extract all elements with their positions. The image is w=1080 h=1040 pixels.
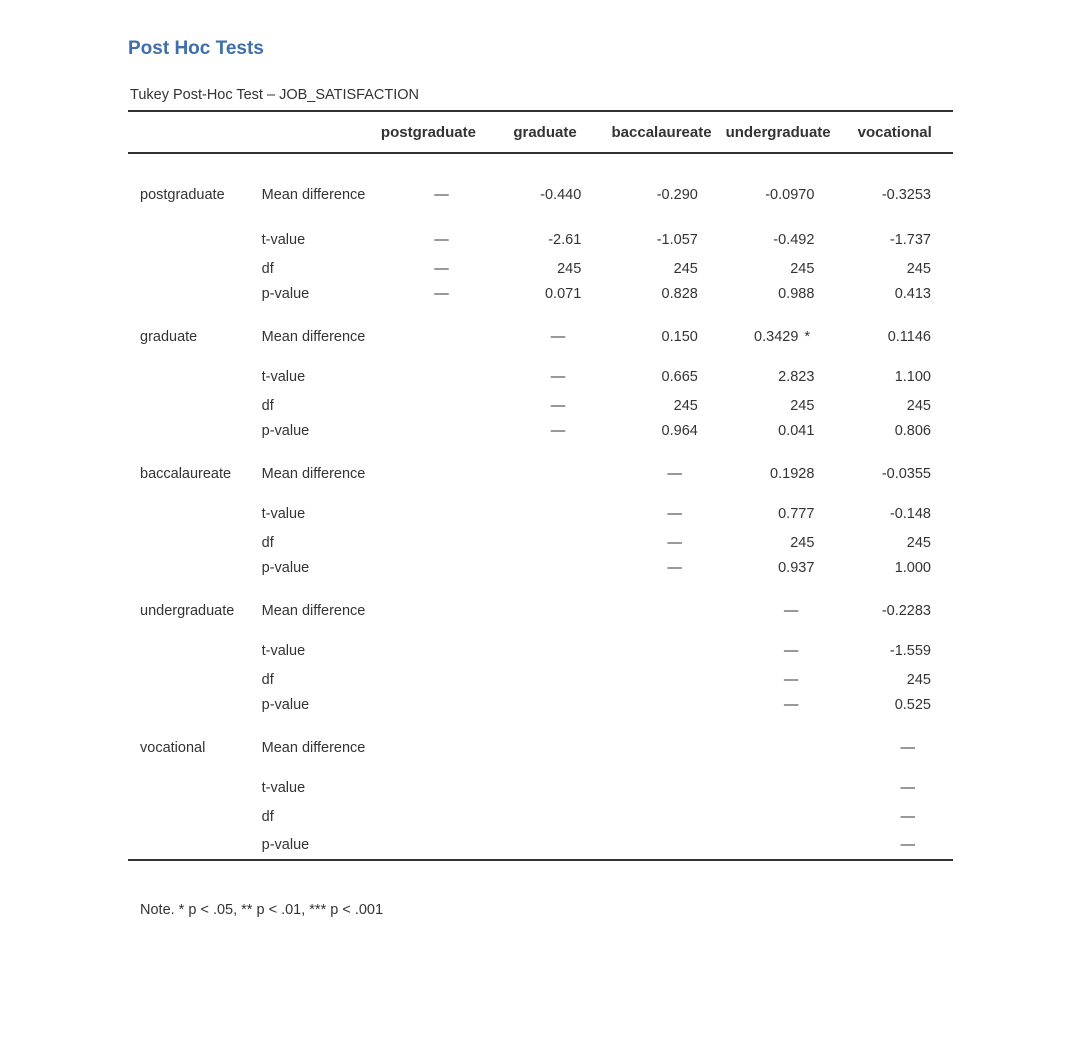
stat-label: p-value (261, 285, 310, 302)
value-cell (836, 586, 953, 636)
stat-label: Mean difference (261, 186, 366, 203)
table-row (128, 831, 953, 860)
stat-label: t-value (261, 231, 306, 248)
value-cell (720, 831, 837, 860)
row-group-label (128, 499, 262, 528)
value-text: -0.0355 (881, 466, 931, 482)
value-cell (487, 391, 604, 420)
value-cell (370, 528, 487, 557)
value-text: — (667, 534, 682, 551)
value-text: 245 (673, 260, 698, 277)
stat-label: t-value (261, 642, 306, 659)
value-cell (720, 665, 837, 694)
value-cell (370, 254, 487, 283)
header-empty (262, 111, 371, 153)
table-row (128, 665, 953, 694)
value-text: -0.290 (656, 186, 698, 203)
table-row (128, 802, 953, 831)
column-header: graduate (513, 123, 577, 141)
stat-label: t-value (261, 505, 306, 522)
value-text: -0.148 (889, 505, 931, 522)
value-cell (487, 283, 604, 312)
stat-label: df (261, 534, 274, 551)
value-cell (836, 557, 953, 586)
value-cell (836, 694, 953, 723)
value-cell (720, 636, 837, 665)
value-text: 0.988 (778, 285, 815, 302)
value-cell (720, 362, 837, 391)
value-text: 0.828 (661, 285, 698, 302)
table-row (128, 153, 953, 225)
row-group-label (128, 254, 262, 283)
value-text: 0.041 (778, 422, 815, 439)
value-cell (370, 723, 487, 773)
row-group-label (128, 831, 262, 860)
table-row (128, 694, 953, 723)
value-cell (487, 499, 604, 528)
value-cell (720, 802, 837, 831)
row-group-label (128, 362, 262, 391)
row-group-label (128, 420, 262, 449)
value-text: — (667, 466, 682, 482)
value-text: — (434, 260, 449, 277)
value-text: — (667, 559, 682, 576)
significance-marker: * (804, 329, 811, 345)
value-cell (603, 723, 720, 773)
value-cell (370, 420, 487, 449)
stat-label: Mean difference (261, 329, 366, 345)
table-body (128, 153, 953, 860)
value-cell (487, 420, 604, 449)
row-group-label (128, 694, 262, 723)
value-cell (836, 362, 953, 391)
value-cell (603, 665, 720, 694)
stat-label: df (261, 808, 274, 825)
value-cell (720, 449, 837, 499)
table-row (128, 557, 953, 586)
value-cell (603, 391, 720, 420)
row-group-label: baccalaureate (140, 466, 232, 482)
value-cell (836, 254, 953, 283)
row-group-label (128, 225, 262, 254)
value-text: — (900, 779, 915, 796)
posthoc-table (128, 110, 953, 861)
value-text: 1.100 (894, 368, 931, 385)
value-text: -0.3253 (881, 186, 931, 203)
value-cell (836, 636, 953, 665)
value-text: 0.1146 (887, 329, 931, 345)
page-title: Post Hoc Tests (128, 38, 264, 59)
value-cell (720, 773, 837, 802)
value-cell (370, 586, 487, 636)
value-cell (487, 225, 604, 254)
value-cell (720, 557, 837, 586)
value-text: — (550, 422, 566, 439)
value-text: 1.000 (894, 559, 931, 576)
value-text: — (900, 740, 915, 756)
value-cell (603, 254, 720, 283)
stat-label: Mean difference (261, 740, 366, 756)
table-row (128, 225, 953, 254)
value-cell (836, 391, 953, 420)
value-text: — (434, 285, 449, 302)
value-text: 245 (790, 260, 815, 277)
table-row (128, 362, 953, 391)
value-cell (370, 225, 487, 254)
value-text: 0.071 (544, 285, 582, 302)
stat-label: Mean difference (261, 603, 366, 619)
value-cell (836, 449, 953, 499)
value-cell (836, 153, 953, 225)
value-cell (370, 499, 487, 528)
table-row (128, 420, 953, 449)
value-cell (603, 225, 720, 254)
value-text: 0.525 (894, 696, 931, 713)
value-cell (370, 802, 487, 831)
value-cell (720, 283, 837, 312)
row-group-label (128, 391, 262, 420)
value-text: -0.492 (773, 231, 815, 248)
value-cell (836, 312, 953, 362)
table-row (128, 449, 953, 499)
value-text: — (783, 642, 799, 659)
stat-label: df (261, 671, 274, 688)
value-cell (370, 665, 487, 694)
table-row (128, 283, 953, 312)
value-cell (487, 449, 604, 499)
row-group-label: vocational (140, 740, 206, 756)
value-cell (836, 528, 953, 557)
table-row (128, 586, 953, 636)
value-text: -2.61 (548, 231, 582, 248)
table-row (128, 254, 953, 283)
value-cell (720, 420, 837, 449)
value-text: 0.665 (661, 368, 698, 385)
value-cell (487, 557, 604, 586)
value-cell (603, 773, 720, 802)
value-cell (720, 153, 837, 225)
row-group-label (128, 665, 262, 694)
value-text: 0.413 (894, 285, 931, 302)
value-cell (720, 312, 837, 362)
value-text: 0.150 (661, 329, 698, 345)
value-cell (370, 831, 487, 860)
value-cell (487, 362, 604, 391)
value-cell (836, 665, 953, 694)
value-text: 245 (557, 260, 582, 277)
value-cell (836, 802, 953, 831)
table-row (128, 528, 953, 557)
value-text: -1.737 (889, 231, 931, 248)
posthoc-table-container (128, 110, 953, 861)
stat-label: p-value (261, 559, 310, 576)
column-header: undergraduate (725, 123, 831, 141)
row-group-label (128, 636, 262, 665)
value-cell (720, 254, 837, 283)
value-cell (603, 499, 720, 528)
value-text: 245 (906, 260, 931, 277)
value-cell (487, 694, 604, 723)
value-text: 245 (790, 397, 815, 414)
value-cell (836, 499, 953, 528)
row-group-label: undergraduate (140, 603, 235, 619)
value-text: — (550, 397, 566, 414)
stat-label: t-value (261, 779, 306, 796)
value-text: 0.3429 (754, 329, 799, 345)
value-text: — (783, 671, 799, 688)
row-group-label: postgraduate (140, 186, 225, 203)
value-cell (603, 694, 720, 723)
value-cell (370, 694, 487, 723)
header-empty (128, 111, 262, 153)
value-text: -0.2283 (881, 603, 931, 619)
value-cell (487, 586, 604, 636)
row-group-label (128, 528, 262, 557)
value-text: — (667, 505, 682, 522)
value-cell (370, 362, 487, 391)
value-text: -0.0970 (765, 186, 815, 203)
table-row (128, 636, 953, 665)
value-cell (603, 153, 720, 225)
value-text: — (783, 603, 799, 619)
value-text: -1.559 (889, 642, 931, 659)
value-cell (603, 557, 720, 586)
value-cell (603, 449, 720, 499)
value-cell (370, 449, 487, 499)
value-text: 245 (790, 534, 815, 551)
value-text: — (434, 231, 449, 248)
value-cell (370, 636, 487, 665)
value-cell (603, 802, 720, 831)
value-cell (487, 665, 604, 694)
value-text: 245 (906, 671, 931, 688)
value-text: 245 (906, 534, 931, 551)
table-header-row (128, 111, 953, 153)
value-cell (836, 420, 953, 449)
value-cell (487, 831, 604, 860)
stat-label: t-value (261, 368, 306, 385)
table-note: Note. * p < .05, ** p < .01, *** p < .001 (140, 902, 384, 918)
value-cell (603, 283, 720, 312)
stat-label: df (261, 260, 274, 277)
value-cell (836, 283, 953, 312)
stat-label: Mean difference (261, 466, 366, 482)
row-group-label (128, 557, 262, 586)
value-cell (603, 831, 720, 860)
row-group-label: graduate (140, 329, 198, 345)
table-row (128, 773, 953, 802)
value-cell (836, 723, 953, 773)
value-text: — (783, 696, 799, 713)
value-cell (720, 225, 837, 254)
value-cell (370, 283, 487, 312)
table-row (128, 391, 953, 420)
table-row (128, 499, 953, 528)
value-cell (603, 420, 720, 449)
value-cell (720, 694, 837, 723)
value-text: 245 (906, 397, 931, 414)
value-cell (603, 586, 720, 636)
value-cell (487, 528, 604, 557)
value-cell (370, 557, 487, 586)
value-text: 0.806 (894, 422, 931, 439)
value-text: 2.823 (778, 368, 815, 385)
row-group-label (128, 283, 262, 312)
value-cell (720, 586, 837, 636)
value-cell (603, 528, 720, 557)
row-group-label (128, 773, 262, 802)
value-text: — (434, 186, 449, 203)
value-cell (487, 773, 604, 802)
stat-label: p-value (261, 422, 310, 439)
value-cell (370, 773, 487, 802)
value-text: -1.057 (656, 231, 698, 248)
value-cell (603, 312, 720, 362)
value-cell (487, 312, 604, 362)
value-text: — (550, 329, 566, 345)
stat-label: p-value (261, 696, 310, 713)
value-cell (603, 362, 720, 391)
value-cell (836, 831, 953, 860)
value-text: 0.964 (661, 422, 698, 439)
value-text: 0.937 (778, 559, 815, 576)
value-cell (603, 636, 720, 665)
value-text: — (900, 837, 915, 853)
value-cell (836, 773, 953, 802)
value-text: — (900, 808, 915, 825)
value-cell (487, 802, 604, 831)
value-text: 0.1928 (770, 466, 815, 482)
value-cell (370, 153, 487, 225)
value-cell (836, 225, 953, 254)
value-cell (487, 254, 604, 283)
table-title: Tukey Post-Hoc Test – JOB_SATISFACTION (130, 87, 420, 103)
table-row (128, 723, 953, 773)
value-text: — (550, 368, 566, 385)
value-cell (487, 723, 604, 773)
row-group-label (128, 802, 262, 831)
value-cell (720, 499, 837, 528)
stat-label: p-value (261, 837, 310, 853)
value-cell (487, 153, 604, 225)
value-cell (370, 312, 487, 362)
column-header: vocational (857, 123, 932, 141)
value-text: -0.440 (540, 186, 582, 203)
column-header: baccalaureate (611, 123, 712, 141)
value-cell (720, 723, 837, 773)
stat-label: df (261, 397, 274, 414)
value-text: 245 (673, 397, 698, 414)
value-cell (487, 636, 604, 665)
value-text: 0.777 (778, 505, 815, 522)
column-header: postgraduate (380, 123, 476, 141)
value-cell (720, 391, 837, 420)
value-cell (720, 528, 837, 557)
value-cell (370, 391, 487, 420)
table-row (128, 312, 953, 362)
